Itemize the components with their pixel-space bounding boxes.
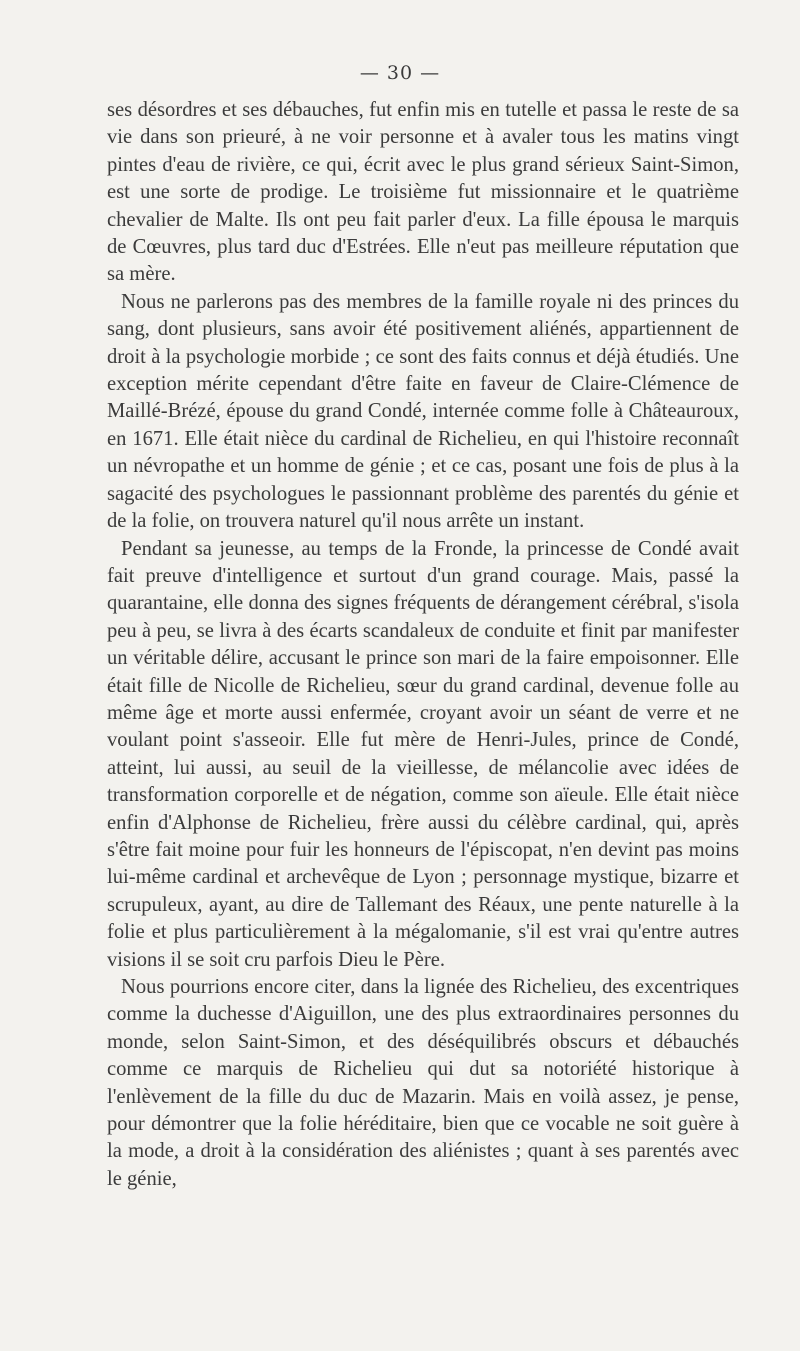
paragraph-2: Nous ne parlerons pas des membres de la famille royale ni des princes du sang, dont plusieurs, sans avoir été positivement aliénés, appartiennent de droit à la psychologie morbide ; ce sont des faits connus et déjà étudiés. Une exception mérite cependant d'être faite en faveur de Claire-Clémence de Maillé-Brézé, épouse du grand Condé, internée comme folle à Châteauroux, en 1671. Elle était nièce du cardinal de Richelieu, en qui l'histoire reconnaît un névropathe et un homme de génie ; et ce cas, posant une fois de plus à la sagacité des psychologues le passionnant problème des parentés du génie et de la folie, on trouvera naturel qu'il nous arrête un instant.	[107, 290, 739, 533]
page-number: — 30 —	[359, 62, 441, 84]
paragraph-3: Pendant sa jeunesse, au temps de la Fronde, la princesse de Condé avait fait preuve d'intelligence et surtout d'un grand courage. Mais, passé la quarantaine, elle donna des signes fréquents de dérangement cérébral, s'isola peu à peu, se livra à des écarts scandaleux de conduite et finit par manifester un véritable délire, accusant le prince son mari de la faire empoisonner. Elle était fille de Nicolle de Richelieu, sœur du grand cardinal, devenue folle au même âge et morte aussi enfermée, croyant avoir un séant de verre et ne voulant point s'asseoir. Elle fut mère de Henri-Jules, prince de Condé, atteint, lui aussi, au seuil de la vieillesse, de mélancolie avec idées de transformation corporelle et de négation, comme son aïeule. Elle était nièce enfin d'Alphonse de Richelieu, frère aussi du célèbre cardinal, qui, après s'être fait moine pour fuir les honneurs de l'épiscopat, n'en devint pas moins lui-même cardinal et archevêque de Lyon ; personnage mystique, bizarre et scrupuleux, ayant, au dire de Tallemant des Réaux, une pente naturelle à la folie et plus particulièrement à la mégalomanie, s'il est vrai qu'entre autres visions il se soit cru parfois Dieu le Père.	[107, 537, 739, 971]
paragraph-1: ses désordres et ses débauches, fut enfin mis en tutelle et passa le reste de sa vie dans son prieuré, à ne voir personne et à avaler tous les matins vingt pintes d'eau de rivière, ce qui, écrit avec le plus grand sérieux Saint-Simon, est une sorte de prodige. Le troisième fut missionnaire et le quatrième chevalier de Malte. Ils ont peu fait parler d'eux. La fille épousa le marquis de Cœuvres, plus tard duc d'Estrées. Elle n'eut pas meilleure réputation que sa mère.	[107, 99, 739, 286]
body-text	[107, 97, 739, 1193]
paragraph-4: Nous pourrions encore citer, dans la lignée des Richelieu, des excentriques comme la duchesse d'Aiguillon, une des plus extraordinaires personnes du monde, selon Saint-Simon, et des déséquilibrés obscurs et débauchés comme ce marquis de Richelieu qui dut sa notoriété historique à l'enlèvement de la fille du duc de Mazarin. Mais en voilà assez, je pense, pour démontrer que la folie héréditaire, bien que ce vocable ne soit guère à la mode, a droit à la considération des aliénistes ; quant à ses parentés avec le génie,	[107, 976, 739, 1190]
